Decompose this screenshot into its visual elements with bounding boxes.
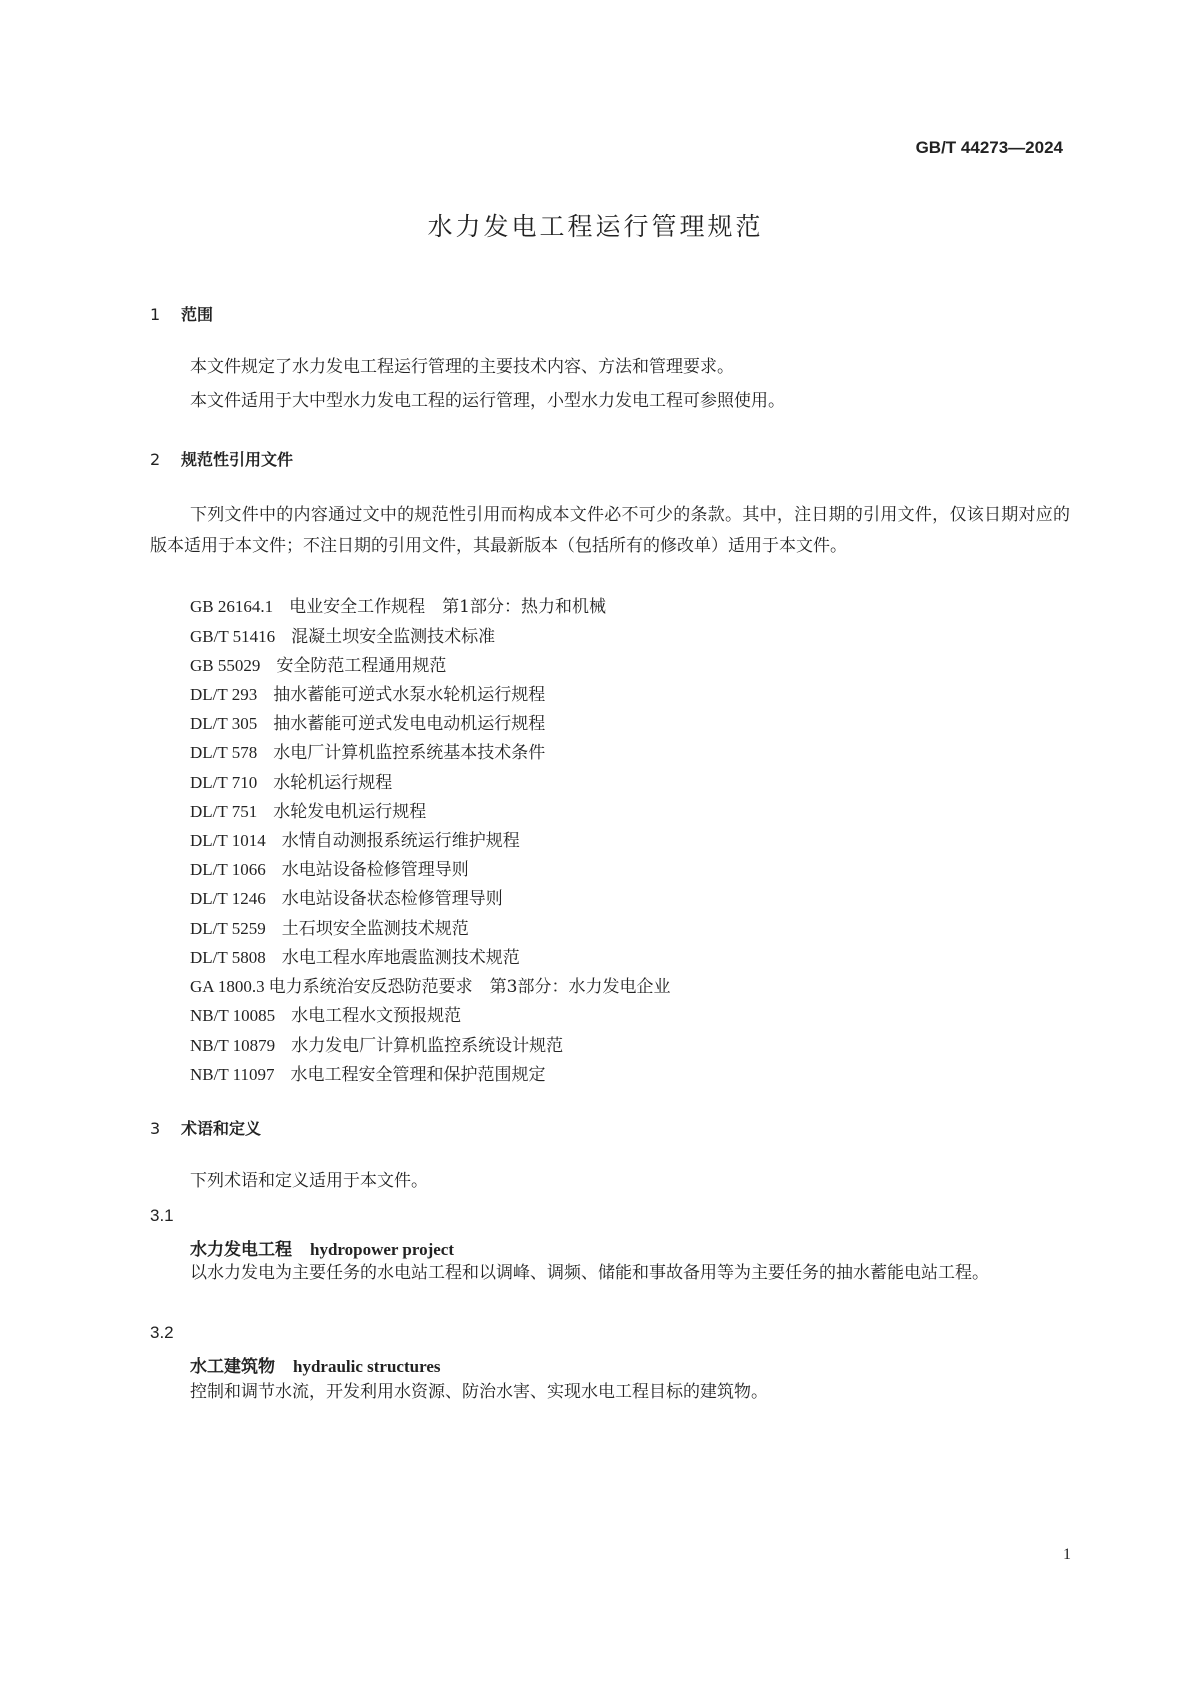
- reference-item: [190, 914, 469, 939]
- reference-title: 抽水蓄能可逆式发电电动机运行规程: [273, 714, 546, 734]
- reference-code: DL/T 710: [190, 773, 258, 792]
- reference-title: 混凝土坝安全监测技术标准: [291, 627, 496, 647]
- reference-code: DL/T 5259: [190, 919, 266, 938]
- section-3-heading: [150, 1116, 261, 1139]
- reference-item: [190, 592, 606, 617]
- reference-code: GB/T 51416: [190, 627, 276, 646]
- term-en: hydropower project: [310, 1240, 455, 1259]
- reference-code: DL/T 305: [190, 714, 258, 733]
- term-number: 3.2: [150, 1323, 174, 1342]
- reference-item: [190, 1001, 461, 1026]
- paragraph: 本文件适用于大中型水力发电工程的运行管理，小型水力发电工程可参照使用。: [190, 391, 785, 411]
- reference-code: DL/T 5808: [190, 948, 266, 967]
- section-number: 1: [150, 305, 161, 324]
- reference-title: 土石坝安全监测技术规范: [281, 919, 469, 939]
- reference-item: [190, 768, 392, 793]
- term-definition: 以水力发电为主要任务的水电站工程和以调峰、调频、储能和事故备用等为主要任务的抽水蓄能电站工程。: [190, 1263, 989, 1283]
- reference-code: NB/T 10879: [190, 1036, 276, 1055]
- section-title: 规范性引用文件: [181, 450, 294, 469]
- reference-item: [190, 826, 520, 851]
- section-1-heading: [150, 302, 213, 325]
- term-en: hydraulic structures: [293, 1357, 441, 1376]
- reference-code: DL/T 751: [190, 802, 258, 821]
- reference-item: [190, 855, 469, 880]
- term-heading: [190, 1235, 454, 1260]
- reference-title: 水电厂计算机监控系统基本技术条件: [273, 743, 546, 763]
- reference-title: 水电工程水文预报规范: [291, 1006, 462, 1026]
- paragraph: 本文件规定了水力发电工程运行管理的主要技术内容、方法和管理要求。: [190, 357, 734, 377]
- reference-item: [190, 651, 446, 676]
- reference-title: 抽水蓄能可逆式水泵水轮机运行规程: [273, 685, 546, 705]
- reference-title: 电力系统治安反恐防范要求 第3部分：水力发电企业: [268, 977, 671, 997]
- term-definition: 控制和调节水流，开发利用水资源、防治水害、实现水电工程目标的建筑物。: [190, 1382, 768, 1402]
- reference-title: 水电工程安全管理和保护范围规定: [290, 1065, 546, 1085]
- reference-item: [190, 680, 545, 705]
- section-number: 3: [150, 1119, 161, 1138]
- reference-title: 水轮机运行规程: [273, 773, 393, 793]
- reference-item: [190, 709, 545, 734]
- reference-title: 水电站设备检修管理导则: [281, 860, 469, 880]
- reference-code: DL/T 1014: [190, 831, 266, 850]
- reference-title: 水情自动测报系统运行维护规程: [281, 831, 520, 851]
- document-title: 水力发电工程运行管理规范: [427, 212, 764, 241]
- reference-title: 电业安全工作规程 第1部分：热力和机械: [289, 597, 606, 617]
- term-zh: 水工建筑物: [190, 1357, 275, 1377]
- reference-code: GB 55029: [190, 656, 261, 675]
- references-intro-paragraph: 下列文件中的内容通过文中的规范性引用而构成本文件必不可少的条款。其中，注日期的引用文件，仅该日期对应的版本适用于本文件；不注日期的引用文件，其最新版本（包括所有的修改单）适用于本文件。: [150, 505, 1070, 556]
- reference-code: DL/T 1246: [190, 889, 266, 908]
- reference-code: NB/T 11097: [190, 1065, 275, 1084]
- reference-item: [190, 1031, 563, 1056]
- reference-item: [190, 738, 545, 763]
- section-title: 术语和定义: [181, 1119, 262, 1138]
- reference-title: 安全防范工程通用规范: [276, 656, 447, 676]
- section-number: 2: [150, 450, 161, 469]
- reference-code: GA 1800.3: [190, 977, 265, 996]
- reference-item: [190, 1060, 546, 1085]
- reference-item: [190, 884, 503, 909]
- term-zh: 水力发电工程: [190, 1240, 292, 1260]
- term-number: 3.1: [150, 1206, 174, 1225]
- reference-code: NB/T 10085: [190, 1006, 276, 1025]
- reference-item: [190, 622, 495, 647]
- reference-item: [190, 943, 520, 968]
- terms-intro-paragraph: 下列术语和定义适用于本文件。: [190, 1171, 428, 1191]
- reference-code: DL/T 1066: [190, 860, 266, 879]
- reference-code: DL/T 578: [190, 743, 258, 762]
- term-heading: [190, 1352, 441, 1377]
- section-2-heading: [150, 447, 293, 470]
- reference-item: [190, 797, 426, 822]
- reference-code: GB 26164.1: [190, 597, 274, 616]
- reference-title: 水力发电厂计算机监控系统设计规范: [291, 1036, 564, 1056]
- reference-title: 水电站设备状态检修管理导则: [281, 889, 503, 909]
- reference-code: DL/T 293: [190, 685, 258, 704]
- section-title: 范围: [181, 305, 214, 324]
- page-number: 1: [1063, 1546, 1071, 1563]
- reference-title: 水电工程水库地震监测技术规范: [281, 948, 520, 968]
- reference-item: [190, 972, 670, 997]
- reference-title: 水轮发电机运行规程: [273, 802, 427, 822]
- standard-number: GB/T 44273—2024: [915, 138, 1063, 157]
